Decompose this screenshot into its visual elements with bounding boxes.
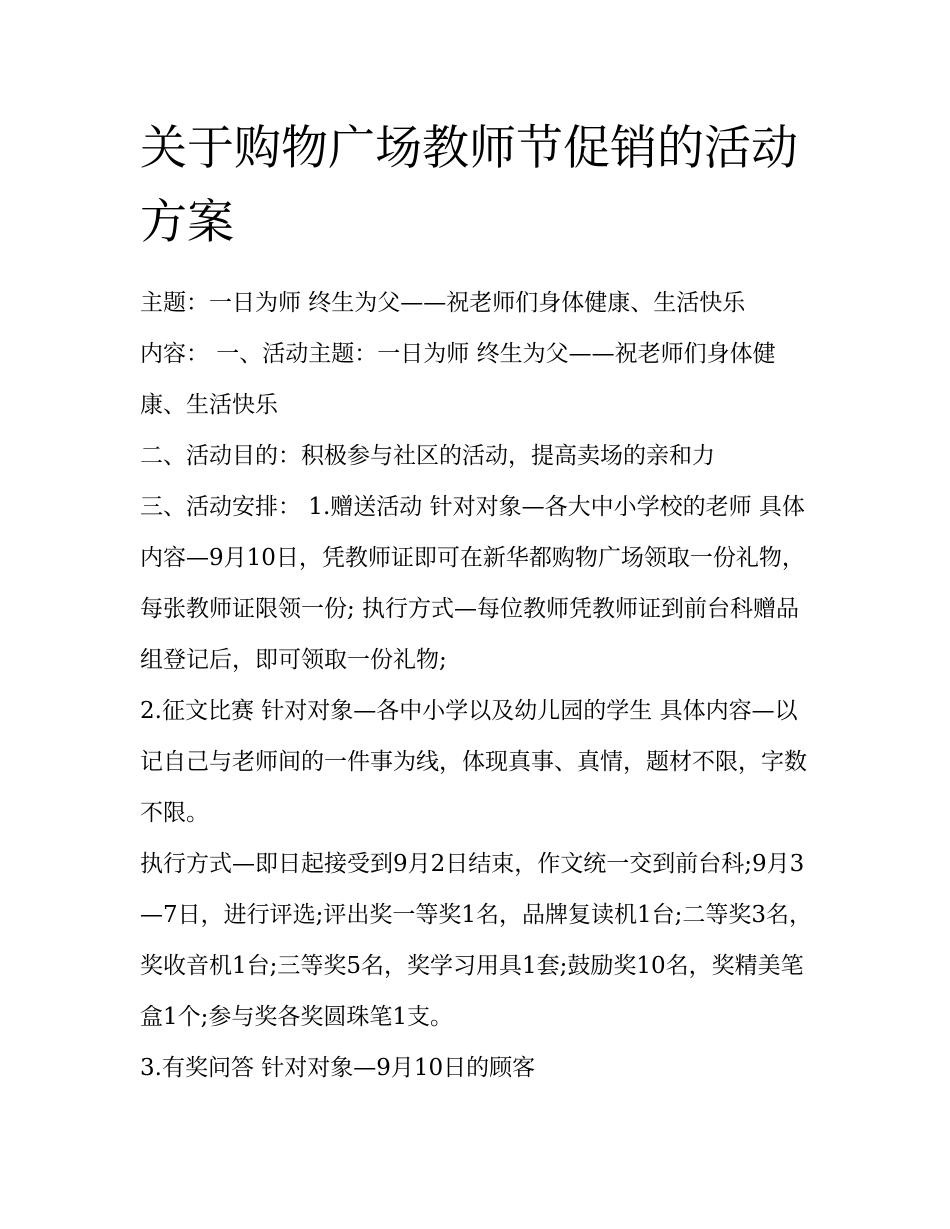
paragraph-arrangement: 三、活动安排： 1.赠送活动 针对对象—各大中小学校的老师 具体内容—9月10日，凭教师证即可在新华都购物广场领取一份礼物，每张教师证限领一份; 执行方式—每位教师凭教师证到前台科赠品组登记后，即可领取一份礼物; [140, 494, 805, 673]
paragraph-theme: 主题：一日为师 终生为父——祝老师们身体健康、生活快乐 [140, 290, 746, 316]
paragraph-content: 内容： 一、活动主题：一日为师 终生为父——祝老师们身体健康、生活快乐 [140, 341, 776, 418]
paragraph-purpose: 二、活动目的：积极参与社区的活动，提高卖场的亲和力 [140, 443, 715, 469]
document-body [140, 278, 815, 1094]
paragraph-quiz: 3.有奖问答 针对对象—9月10日的顾客 [140, 1055, 536, 1081]
paragraph-execution: 执行方式—即日起接受到9月2日结束，作文统一交到前台科;9月3—7日，进行评选;评出奖一等奖1名，品牌复读机1台;二等奖3名，奖收音机1台;三等奖5名，奖学习用具1套;鼓励奖10名，奖精美笔盒1个;参与奖各奖圆珠笔1支。 [140, 851, 813, 1030]
paragraph-essay-contest: 2.征文比赛 针对对象—各中小学以及幼儿园的学生 具体内容—以记自己与老师间的一件事为线，体现真事、真情，题材不限，字数不限。 [140, 698, 807, 826]
document-title: 关于购物广场教师节促销的活动方案 [140, 121, 798, 250]
